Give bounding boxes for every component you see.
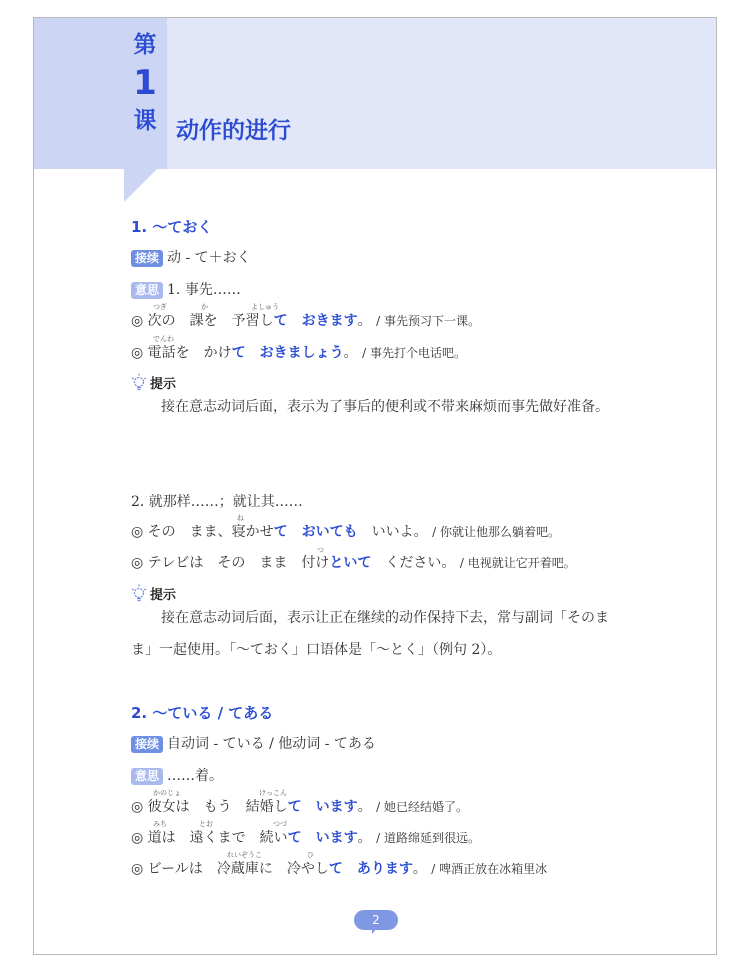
tip-label: 提示 <box>150 377 177 392</box>
example-jp: 道は 遠くまで 続い <box>147 830 288 846</box>
tip1-text: 接在意志动词后面，表示为了事后的便利或不带来麻烦而事先做好准备。 <box>161 399 609 415</box>
connect-tag: 接续 <box>131 250 163 267</box>
meaning-text: ……着。 <box>167 768 224 784</box>
page-number-badge: 2 <box>354 910 398 930</box>
section1-example3 <box>131 521 560 541</box>
lesson-label-top: 第 <box>133 32 157 58</box>
tip2-text: 接在意志动词后面，表示让正在继续的动作保持下去，常与副词「そのまま」一起使用。「～ておく」口语体是「～とく」（例句 2）。 <box>131 610 609 658</box>
section2-connect <box>131 733 376 753</box>
lesson-number-block <box>125 30 165 136</box>
connect-tag: 接续 <box>131 736 163 753</box>
example-translation: / 电视就让它开着吧。 <box>459 556 576 570</box>
example-jp: テレビは その まま 付け <box>147 555 330 571</box>
example-mark: ◎ <box>131 555 144 571</box>
section1-meaning1 <box>131 279 241 299</box>
example-grammar: て います <box>287 830 358 846</box>
example-translation: / 你就让他那么躺着吧。 <box>432 525 560 539</box>
furigana: よしゅう <box>251 303 279 311</box>
example-translation: / 她已经结婚了。 <box>376 800 468 814</box>
example-jp: 電話を かけ <box>147 345 232 361</box>
example-grammar: といて <box>329 555 372 571</box>
furigana: みち <box>153 820 167 828</box>
section2-meaning <box>131 765 223 785</box>
example-mark: ◎ <box>131 799 144 815</box>
tip-label: 提示 <box>150 588 177 603</box>
example-grammar: て います <box>287 799 358 815</box>
example-translation: / 啤酒正放在冰箱里冰 <box>431 862 548 876</box>
furigana: ね <box>237 514 244 522</box>
lesson-title: 动作的进行 <box>176 118 291 144</box>
meaning1-text: 1. 事先…… <box>167 282 241 298</box>
section2-example3 <box>131 858 547 878</box>
example-grammar: て おきます <box>273 313 358 329</box>
section2-example1 <box>131 796 468 816</box>
example-jp: 彼女は もう 結婚し <box>147 799 288 815</box>
example-jp-end: 。 <box>343 345 358 361</box>
furigana: かのじょ <box>153 789 181 797</box>
tab-fold <box>124 169 157 202</box>
page-badge-tail <box>372 928 377 934</box>
example-mark: ◎ <box>131 830 144 846</box>
section1-heading: 1. ～ておく <box>131 218 213 236</box>
connect-text: 动 - て＋おく <box>167 250 251 266</box>
furigana: ひ <box>307 851 314 859</box>
furigana: れいぞうこ <box>227 851 262 859</box>
meaning-tag: 意思 <box>131 282 163 299</box>
example-grammar: て あります <box>328 861 413 877</box>
meaning-tag: 意思 <box>131 768 163 785</box>
example-jp-end: 。 <box>357 313 372 329</box>
example-translation: / 道路绵延到很远。 <box>376 831 480 845</box>
furigana: とお <box>199 820 213 828</box>
section1-example2 <box>131 342 466 362</box>
example-mark: ◎ <box>131 861 144 877</box>
example-mark: ◎ <box>131 313 144 329</box>
example-translation: / 事先打个电话吧。 <box>362 346 466 360</box>
lesson-label-bottom: 课 <box>133 108 157 134</box>
example-grammar: て おいても <box>273 524 358 540</box>
furigana: けっこん <box>259 789 287 797</box>
example-mark: ◎ <box>131 524 144 540</box>
example-jp: その まま、寝かせ <box>147 524 274 540</box>
example-jp: 次の 課を 予習し <box>147 313 274 329</box>
section1-example1 <box>131 310 480 330</box>
section1-meaning2: 2. 就那样……；就让其…… <box>131 494 303 510</box>
section2-example2 <box>131 827 480 847</box>
example-jp-end: 。 <box>357 830 372 846</box>
lesson-number: 1 <box>133 63 157 103</box>
furigana: つ <box>317 546 324 554</box>
example-mark: ◎ <box>131 345 144 361</box>
section2-heading: 2. ～ている / てある <box>131 704 274 722</box>
connect-text: 自动词 - ている / 他动词 - てある <box>167 736 376 752</box>
example-jp-end: 。 <box>412 861 427 877</box>
section1-example4 <box>131 552 576 572</box>
furigana: つぎ <box>153 303 167 311</box>
section1-connect <box>131 247 251 267</box>
example-translation: / 事先预习下一课。 <box>376 314 480 328</box>
furigana: つづ <box>273 820 287 828</box>
example-jp-end: 。 <box>357 799 372 815</box>
furigana: でんわ <box>153 335 174 343</box>
furigana: か <box>201 303 208 311</box>
example-grammar: て おきましょう <box>231 345 344 361</box>
example-jp-end: ください。 <box>371 555 456 571</box>
example-jp-end: いいよ。 <box>357 524 428 540</box>
example-jp: ビールは 冷蔵庫に 冷やし <box>147 861 329 877</box>
